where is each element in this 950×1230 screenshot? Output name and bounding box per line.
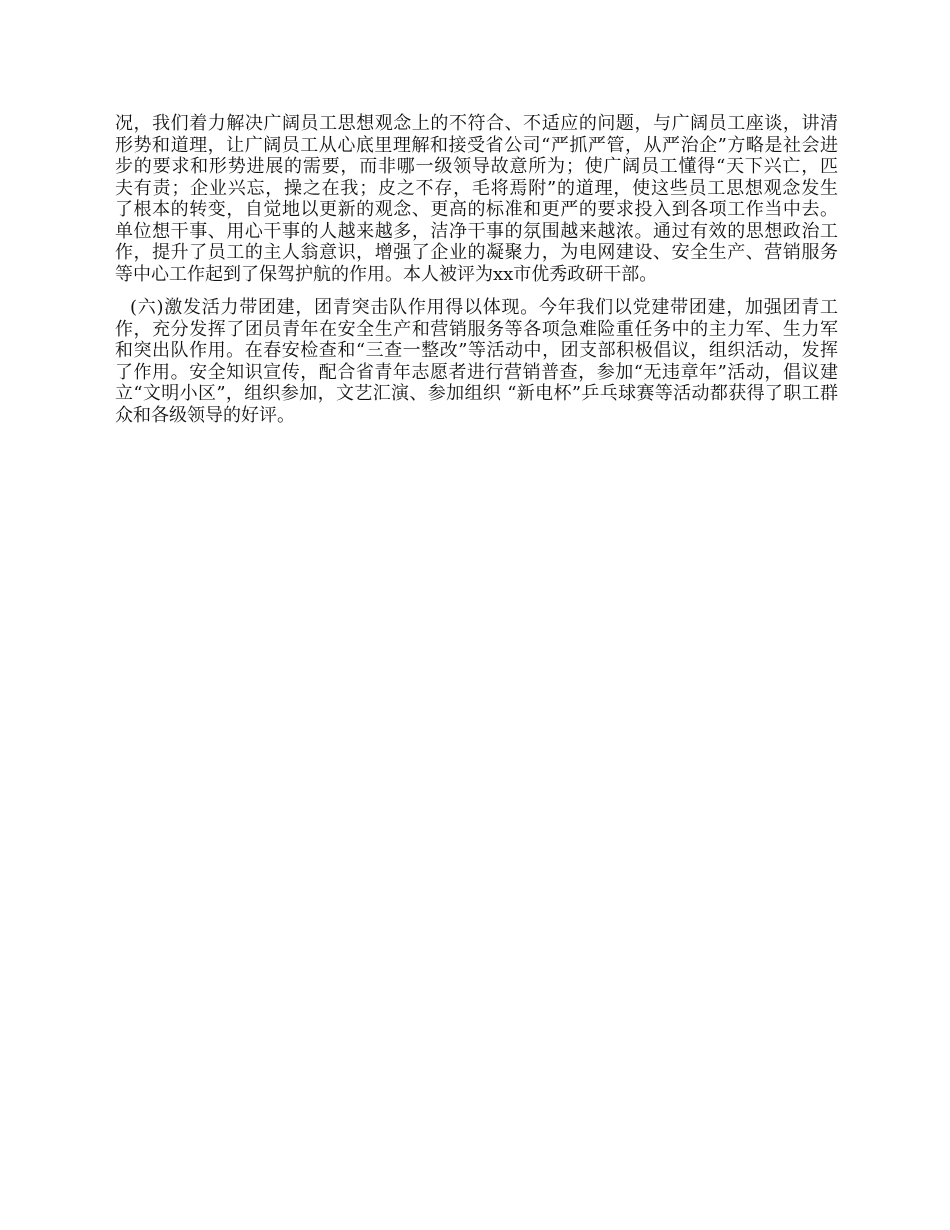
paragraph-continuation bbox=[115, 113, 838, 285]
text-line: 夫有责；企业兴忘，操之在我；皮之不存，毛将焉附”的道理，使这些员工思想观念发生 bbox=[115, 177, 838, 199]
text-line: 单位想干事、用心干事的人越来越多，洁净干事的氛围越来越浓。通过有效的思想政治工 bbox=[115, 220, 838, 242]
text-line: 立“文明小区”，组织参加，文艺汇演、参加组织 “新电杯”乒乓球赛等活动都获得了职工群 bbox=[115, 383, 838, 404]
text-line: 况，我们着力解决广阔员工思想观念上的不符合、不适应的问题，与广阔员工座谈，讲清 bbox=[115, 113, 838, 134]
text-line: 等中心工作起到了保驾护航的作用。本人被评为xx市优秀政研干部。 bbox=[115, 263, 658, 285]
document-body bbox=[115, 113, 838, 426]
text-line: 和突出队作用。在春安检查和“三查一整改”等活动中，团支部积极倡议，组织活动，发挥 bbox=[115, 340, 838, 361]
text-line: (六)激发活力带团建，团青突击队作用得以体现。今年我们以党建带团建，加强团青工 bbox=[130, 297, 838, 318]
text-line: 众和各级领导的好评。 bbox=[115, 404, 295, 426]
text-line: 作，充分发挥了团员青年在安全生产和营销服务等各项急难险重任务中的主力军、生力军 bbox=[115, 318, 838, 340]
text-line: 了作用。安全知识宣传，配合省青年志愿者进行营销普查，参加“无违章年”活动，倡议建 bbox=[115, 361, 838, 383]
text-line: 步的要求和形势进展的需要，而非哪一级领导故意所为；使广阔员工懂得“天下兴亡，匹 bbox=[115, 156, 838, 177]
text-line: 了根本的转变，自觉地以更新的观念、更高的标准和更严的要求投入到各项工作当中去。 bbox=[115, 199, 838, 220]
text-line: 作，提升了员工的主人翁意识，增强了企业的凝聚力，为电网建设、安全生产、营销服务 bbox=[115, 242, 838, 263]
text-line: 形势和道理，让广阔员工从心底里理解和接受省公司“严抓严管，从严治企”方略是社会进 bbox=[115, 134, 838, 156]
paragraph-section-six bbox=[115, 297, 838, 426]
